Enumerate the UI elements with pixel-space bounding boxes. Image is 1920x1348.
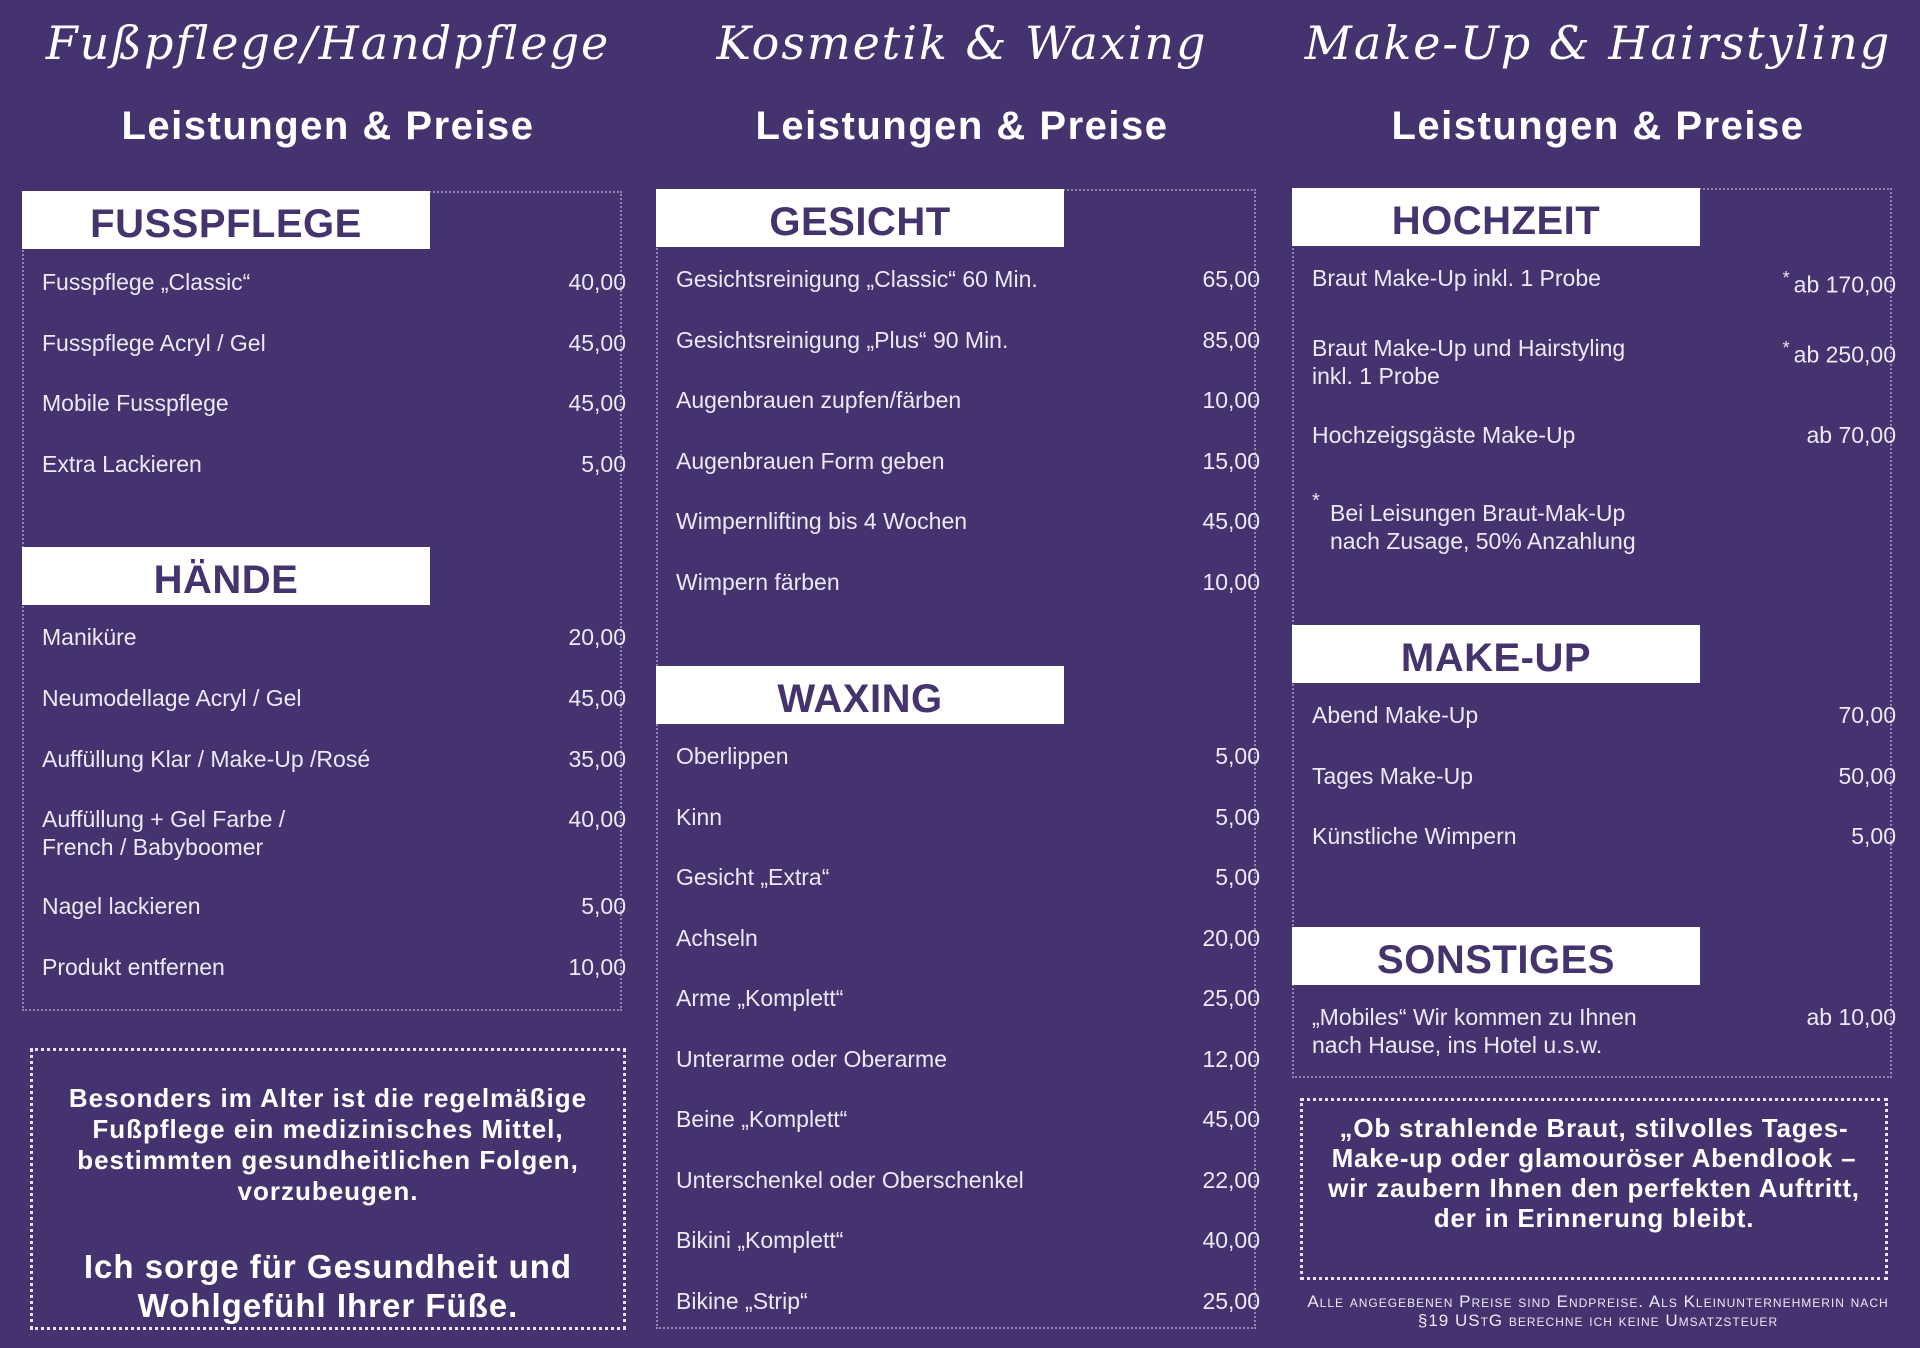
item-price: 10,00 — [1202, 387, 1260, 413]
item-price: 5,00 — [1215, 804, 1260, 830]
item-name: Augenbrauen zupfen/färben — [676, 387, 962, 413]
item-price: 40,00 — [568, 269, 626, 295]
column-foot-hand-care — [22, 0, 634, 1348]
section-header-make-up: MAKE-UP — [1292, 625, 1700, 683]
item-price: 5,00 — [1215, 743, 1260, 769]
column-makeup-hairstyling — [1292, 0, 1904, 1348]
item-name: Maniküre — [42, 624, 137, 650]
price-disclaimer: Alle angegebenen Preise sind Endpreise. Als Kleinunternehmerin nach §19 UStG berechne ich keine Umsatzsteuer — [1307, 1292, 1889, 1330]
item-name: Gesicht „Extra“ — [676, 864, 830, 890]
item-name: Wimpernlifting bis 4 Wochen — [676, 508, 968, 534]
item-price: 50,00 — [1838, 763, 1896, 789]
section-header-fusspflege: FUSSPFLEGE — [22, 191, 430, 249]
item-price: 25,00 — [1202, 1288, 1260, 1314]
item-price: 45,00 — [568, 330, 626, 356]
item-price: ab 70,00 — [1806, 422, 1896, 448]
item-name: Fusspflege „Classic“ — [42, 269, 251, 295]
item-price: 15,00 — [1202, 448, 1260, 474]
item-name: Auffüllung Klar / Make-Up /Rosé — [42, 746, 371, 772]
item-name: Bikine „Strip“ — [676, 1288, 808, 1314]
footnote-star: * — [1312, 490, 1320, 512]
item-name: Beine „Komplett“ — [676, 1106, 848, 1132]
item-price: 12,00 — [1202, 1046, 1260, 1072]
item-name: Unterschenkel oder Oberschenkel — [676, 1167, 1024, 1193]
item-name: Gesichtsreinigung „Plus“ 90 Min. — [676, 327, 1009, 353]
item-name: Fusspflege Acryl / Gel — [42, 330, 266, 356]
item-name: Neumodellage Acryl / Gel — [42, 685, 302, 711]
item-name: Augenbrauen Form geben — [676, 448, 945, 474]
info-note — [30, 1048, 626, 1330]
item-name: Braut Make-Up und Hairstyling inkl. 1 Probe — [1312, 335, 1626, 389]
item-price: 35,00 — [568, 746, 626, 772]
item-price: 10,00 — [1202, 569, 1260, 595]
note-slogan: Ich sorge für Gesundheit und Wohlgefühl Ihrer Füße. — [83, 1248, 573, 1324]
script-title: Make-Up & Hairstyling — [1304, 16, 1892, 70]
item-price: 5,00 — [1851, 823, 1896, 849]
subtitle: Leistungen & Preise — [1391, 104, 1805, 148]
item-price: 65,00 — [1202, 266, 1260, 292]
column-cosmetics-waxing — [656, 0, 1268, 1348]
footnote-star: * — [1782, 268, 1790, 288]
item-name: „Mobiles“ Wir kommen zu Ihnen nach Hause, ins Hotel u.s.w. — [1312, 1004, 1637, 1058]
footnote-text: Bei Leisungen Braut-Mak-Up nach Zusage, 50% Anzahlung — [1330, 500, 1636, 554]
item-price — [1783, 264, 1896, 299]
price-value: ab 250,00 — [1793, 341, 1896, 368]
item-price: 40,00 — [568, 806, 626, 832]
item-price: 5,00 — [581, 451, 626, 477]
item-name: Braut Make-Up inkl. 1 Probe — [1312, 265, 1601, 291]
item-price: 45,00 — [1202, 508, 1260, 534]
item-price: 5,00 — [1215, 864, 1260, 890]
footnote-star: * — [1782, 338, 1790, 358]
subtitle: Leistungen & Preise — [755, 104, 1169, 148]
item-name: Nagel lackieren — [42, 893, 201, 919]
item-name: Arme „Komplett“ — [676, 985, 844, 1011]
item-price: 22,00 — [1202, 1167, 1260, 1193]
item-price: 45,00 — [1202, 1106, 1260, 1132]
subtitle: Leistungen & Preise — [121, 104, 535, 148]
item-name: Wimpern färben — [676, 569, 840, 595]
item-name: Gesichtsreinigung „Classic“ 60 Min. — [676, 266, 1038, 292]
section-header-sonstiges: SONSTIGES — [1292, 927, 1700, 985]
item-price: ab 10,00 — [1806, 1004, 1896, 1030]
item-name: Unterarme oder Oberarme — [676, 1046, 947, 1072]
item-name: Produkt entfernen — [42, 954, 225, 980]
item-name: Achseln — [676, 925, 758, 951]
item-price: 10,00 — [568, 954, 626, 980]
item-name: Auffüllung + Gel Farbe / French / Babyboomer — [42, 806, 286, 860]
item-name: Extra Lackieren — [42, 451, 202, 477]
item-price: 25,00 — [1202, 985, 1260, 1011]
item-name: Kinn — [676, 804, 723, 830]
section-header-hochzeit: HOCHZEIT — [1292, 188, 1700, 246]
item-price: 40,00 — [1202, 1227, 1260, 1253]
item-name: Oberlippen — [676, 743, 789, 769]
item-name: Bikini „Komplett“ — [676, 1227, 844, 1253]
item-price: 45,00 — [568, 390, 626, 416]
script-title: Kosmetik & Waxing — [716, 16, 1208, 70]
section-header-haende: HÄNDE — [22, 547, 430, 605]
item-name: Tages Make-Up — [1312, 763, 1474, 789]
item-price: 45,00 — [568, 685, 626, 711]
item-price: 20,00 — [1202, 925, 1260, 951]
section-header-waxing: WAXING — [656, 666, 1064, 724]
item-price: 70,00 — [1838, 702, 1896, 728]
item-name: Künstliche Wimpern — [1312, 823, 1517, 849]
note-text: „Ob strahlende Braut, stilvolles Tages-Make-up oder glamouröser Abendlook – wir zaubern Ihnen den perfekten Auftritt, der in Erinnerung bleibt. — [1328, 1113, 1860, 1233]
script-title: Fußpflege/Handpflege — [45, 16, 611, 70]
info-note — [1300, 1098, 1888, 1280]
price-value: ab 170,00 — [1793, 271, 1896, 298]
item-name: Mobile Fusspflege — [42, 390, 229, 416]
section-header-gesicht: GESICHT — [656, 189, 1064, 247]
item-price: 85,00 — [1202, 327, 1260, 353]
item-price: 5,00 — [581, 893, 626, 919]
note-text: Besonders im Alter ist die regelmäßige Fußpflege ein medizinisches Mittel, bestimmten gesundheitlichen Folgen, vorzubeugen. — [68, 1083, 588, 1206]
item-name: Hochzeigsgäste Make-Up — [1312, 422, 1576, 448]
item-price: 20,00 — [568, 624, 626, 650]
item-name: Abend Make-Up — [1312, 702, 1479, 728]
item-price — [1783, 334, 1896, 369]
